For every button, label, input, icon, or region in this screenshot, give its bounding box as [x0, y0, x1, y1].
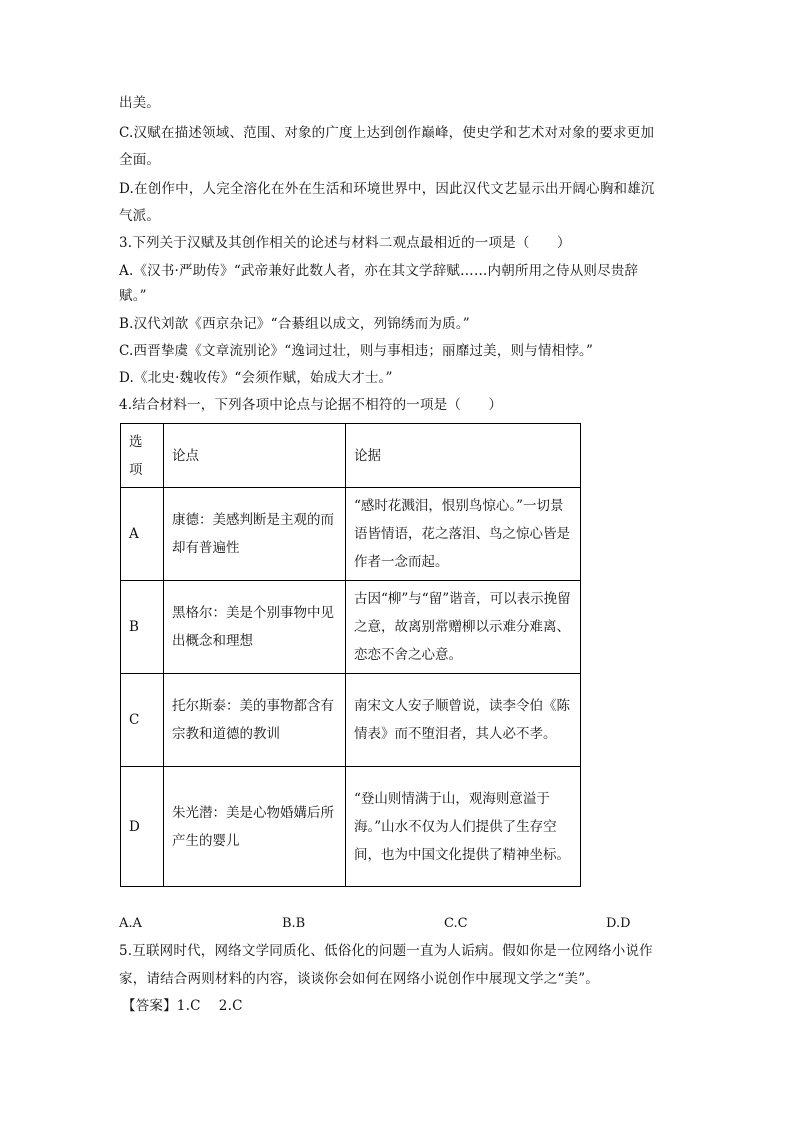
row-evidence: “登山则情满于山，观海则意溢于海。”山水不仅为人们提供了生存空间，也为中国文化提供了精神坐标。	[346, 767, 581, 887]
question-5: 5.互联网时代，网络文学同质化、低俗化的问题一直为人诟病。假如你是一位网络小说作	[119, 943, 653, 959]
row-point: 托尔斯泰：美的事物都含有宗教和道德的教训	[164, 674, 346, 767]
row-point: 朱光潜：美是心物婚媾后所产生的婴儿	[164, 767, 346, 887]
text-line: 赋。”	[119, 288, 147, 304]
choice-b: B.B	[282, 916, 306, 931]
choice-c: C.C	[444, 916, 468, 931]
row-point: 康德：美感判断是主观的而却有普遍性	[164, 488, 346, 581]
q3-option-c: C.西晋挚虞《文章流别论》“逸词过壮，则与事相违；丽靡过美，则与情相悖。”	[119, 343, 594, 359]
header-option: 选项	[121, 424, 164, 488]
table-row	[121, 488, 581, 581]
header-point: 论点	[164, 424, 346, 488]
table-row	[121, 581, 581, 674]
row-option: B	[121, 581, 164, 674]
text-line: 家，请结合两则材料的内容，谈谈你会如何在网络小说创作中展现文学之“美”。	[119, 971, 600, 987]
choice-d: D.D	[606, 916, 631, 931]
header-evidence: 论据	[346, 424, 581, 488]
row-option: A	[121, 488, 164, 581]
row-point: 黑格尔：美是个别事物中见出概念和理想	[164, 581, 346, 674]
row-evidence: 古因“柳”与“留”谐音，可以表示挽留之意，故离别常赠柳以示难分难离、恋恋不舍之心意。	[346, 581, 581, 674]
row-evidence: “感时花溅泪，恨别鸟惊心。”一切景语皆情语，花之落泪、鸟之惊心皆是作者一念而起。	[346, 488, 581, 581]
q3-option-a: A.《汉书·严助传》“武帝兼好此数人者，亦在其文学辞赋……内朝所用之侍从则尽贵辞	[119, 263, 639, 279]
q4-table	[120, 423, 581, 887]
q3-option-d: D.《北史·魏收传》“会须作赋，始成大才士。”	[119, 370, 393, 386]
row-evidence: 南宋文人安子顺曾说，读李令伯《陈情表》而不堕泪者，其人必不孝。	[346, 674, 581, 767]
table-row	[121, 767, 581, 887]
option-c-line: C.汉赋在描述领域、范围、对象的广度上达到创作巅峰，使史学和艺术对对象的要求更加	[119, 125, 655, 141]
table-row	[121, 674, 581, 767]
row-option: D	[121, 767, 164, 887]
option-d-line: D.在创作中，人完全溶化在外在生活和环境世界中，因此汉代文艺显示出开阔心胸和雄沉	[119, 181, 655, 197]
table-header-row	[121, 424, 581, 488]
text-line: 出美。	[119, 95, 161, 111]
answer-line: 【答案】1.C 2.C	[122, 998, 243, 1014]
choice-a: A.A	[119, 916, 142, 931]
question-4: 4.结合材料一，下列各项中论点与论据不相符的一项是（ ）	[119, 397, 503, 413]
row-option: C	[121, 674, 164, 767]
text-line: 气派。	[119, 208, 161, 224]
q3-option-b: B.汉代刘歆《西京杂记》“合綦组以成文，列锦绣而为质。”	[119, 316, 470, 332]
question-3: 3.下列关于汉赋及其创作相关的论述与材料二观点最相近的一项是（ ）	[119, 235, 571, 251]
text-line: 全面。	[119, 152, 161, 168]
